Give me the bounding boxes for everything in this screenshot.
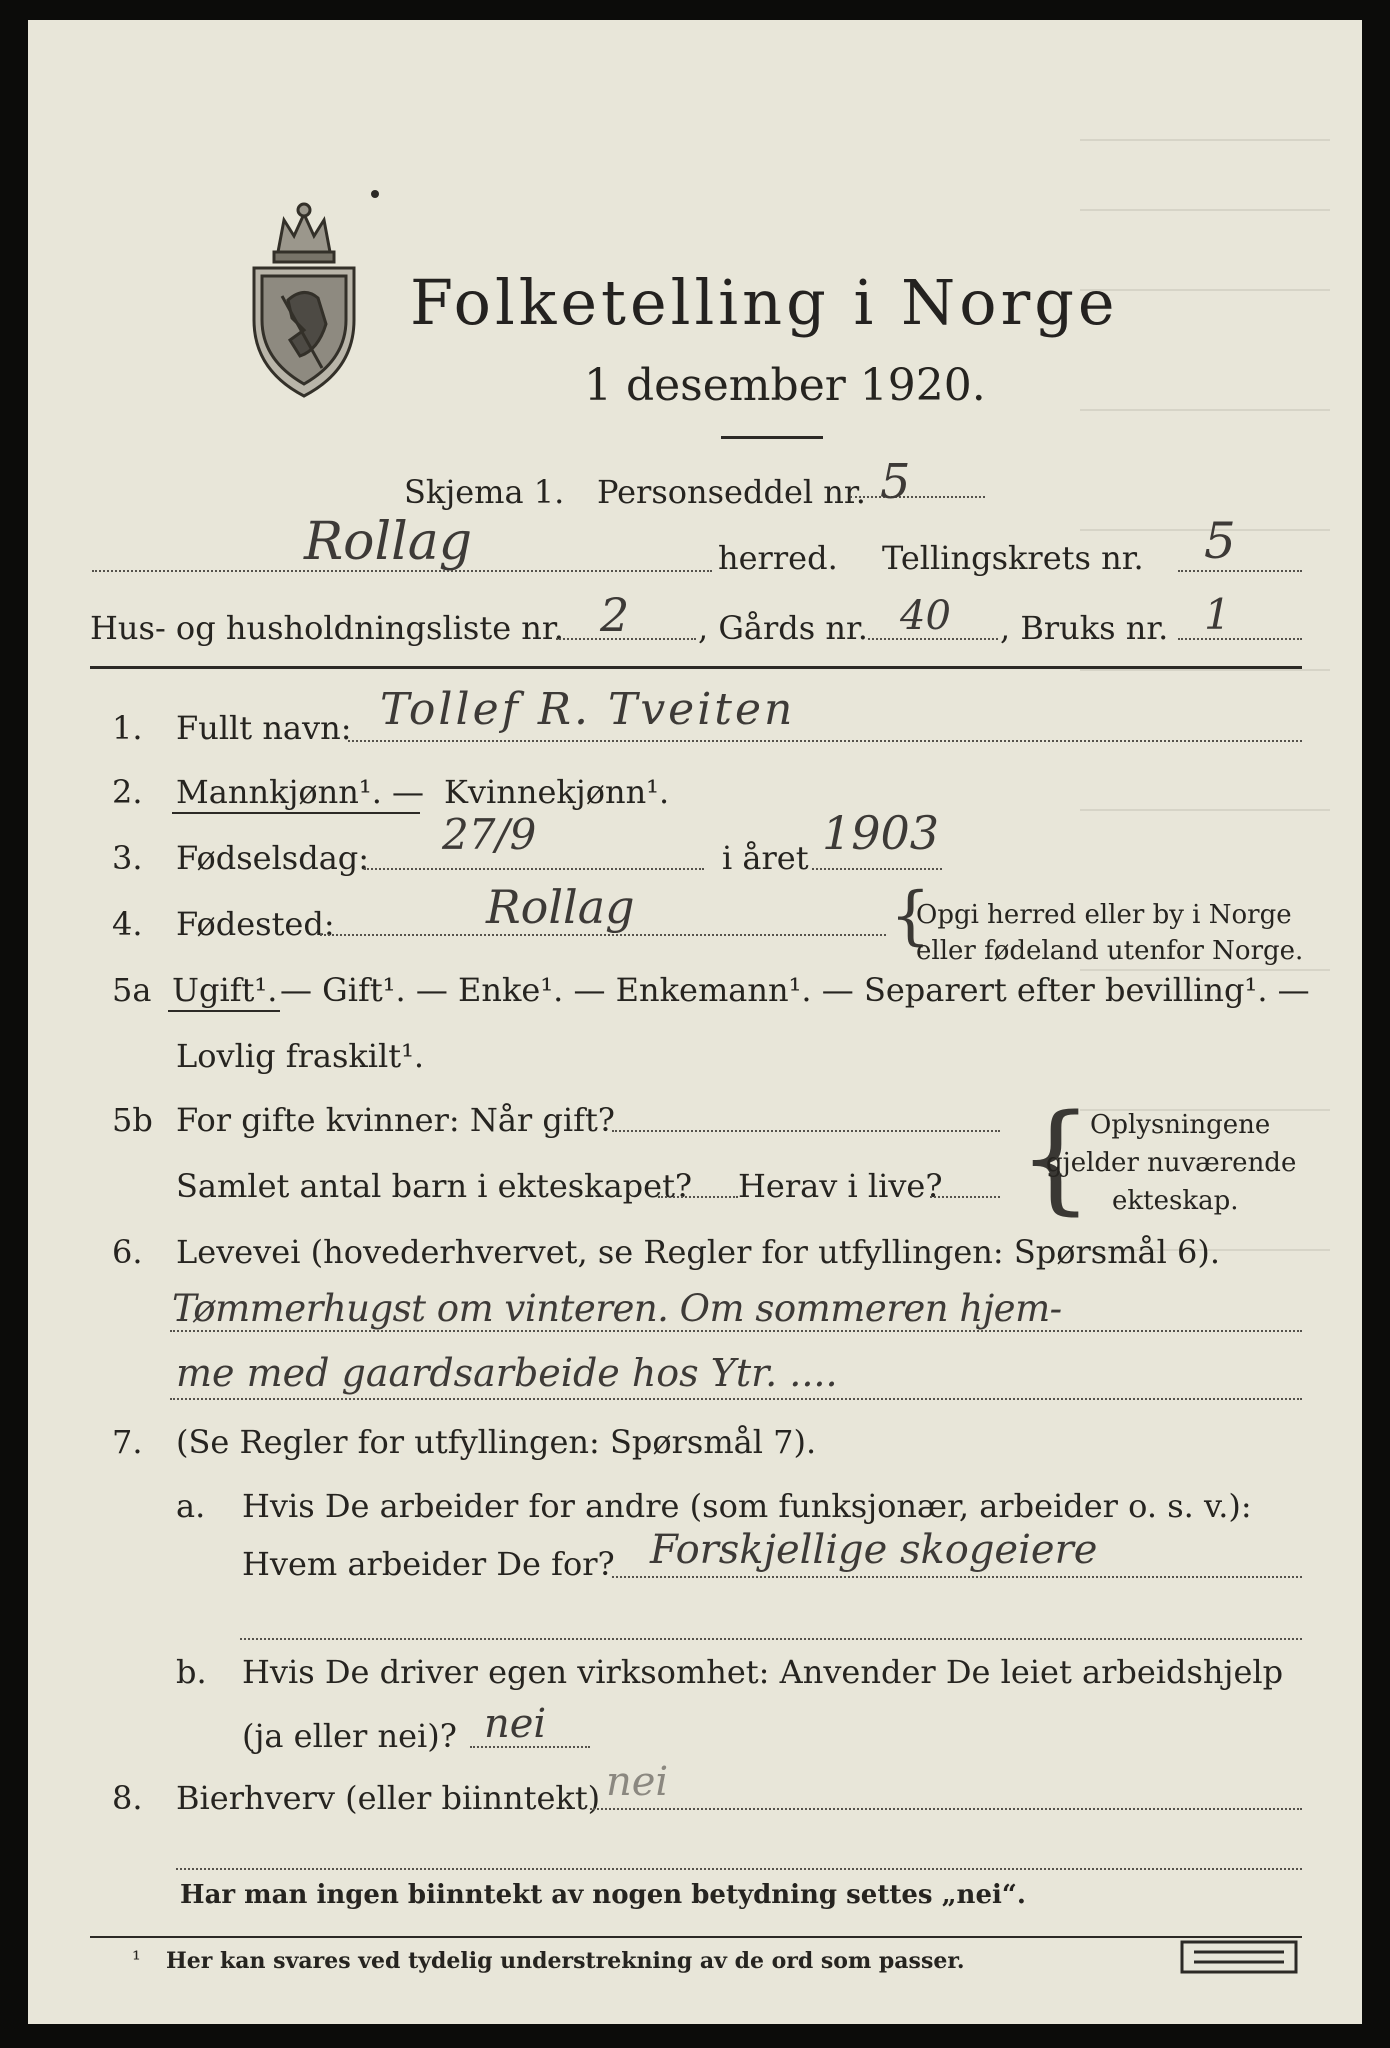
q6-answer-line2-text[interactable]: me med gaardsarbeide hos Ytr. .... <box>176 1351 838 1395</box>
q7-label: (Se Regler for utfyllingen: Spørsmål 7). <box>176 1423 817 1461</box>
q3-year-line <box>812 868 942 870</box>
q8-line1 <box>590 1808 1302 1810</box>
printer-stamp-icon <box>1180 1940 1298 1974</box>
q2-number: 2. <box>112 773 143 811</box>
q1-full-name[interactable]: Tollef R. Tveiten <box>380 684 796 735</box>
q3-year-label: i året <box>722 839 809 877</box>
q5b-note-line3: ekteskap. <box>1112 1186 1239 1216</box>
q5a-other-options: — Gift¹. — Enke¹. — Enkemann¹. — Separert efter bevilling¹. — <box>280 971 1310 1009</box>
tellingskrets-value[interactable]: 5 <box>1204 512 1236 570</box>
q7b-answer[interactable]: nei <box>484 1701 547 1747</box>
tellingskrets-label: Tellingskrets nr. <box>882 539 1144 577</box>
q5a-line2: Lovlig fraskilt¹. <box>176 1037 425 1075</box>
q5b-label2: Samlet antal barn i ekteskapet? <box>176 1167 693 1205</box>
q5b-number: 5b <box>112 1101 153 1139</box>
q5a-ugift: Ugift¹. <box>172 971 278 1009</box>
q8-line2 <box>176 1868 1302 1870</box>
q7b-letter: b. <box>176 1653 207 1691</box>
footnote-mark: ¹ <box>132 1948 141 1973</box>
q7-number: 7. <box>112 1423 143 1461</box>
q7b-text: Hvis De driver egen virksomhet: Anvender De leiet arbeidshjelp <box>242 1653 1284 1691</box>
q5b-note-brace: { <box>1018 1088 1094 1226</box>
q5b-note-line2: gjelder nuværende <box>1046 1148 1297 1178</box>
norwegian-coat-of-arms-icon <box>248 200 360 400</box>
q3-line <box>364 868 704 870</box>
personseddel-value[interactable]: 5 <box>880 454 911 510</box>
q4-note-line2: eller fødeland utenfor Norge. <box>916 936 1304 966</box>
q6-number: 6. <box>112 1233 143 1271</box>
q4-note-brace: { <box>890 879 931 953</box>
q3-number: 3. <box>112 839 143 877</box>
herred-label: herred. <box>718 539 838 577</box>
title-divider <box>721 436 823 439</box>
q6-answer-line2 <box>170 1398 1302 1400</box>
q7b-question: (ja eller nei)? <box>242 1717 457 1755</box>
ink-dot <box>371 190 379 198</box>
footnote-text: Her kan svares ved tydelig understrekning av de ord som passer. <box>166 1948 965 1974</box>
personseddel-line <box>850 496 985 498</box>
q7a-line2 <box>240 1638 1302 1640</box>
q7a-question: Hvem arbeider De for? <box>242 1545 615 1583</box>
q2-male-underline <box>172 812 420 814</box>
q7a-answer[interactable]: Forskjellige skogeiere <box>650 1527 1098 1573</box>
q8-number: 8. <box>112 1779 143 1817</box>
q4-line <box>320 934 886 936</box>
q5b-line3 <box>930 1196 1000 1198</box>
q3-birth-year[interactable]: 1903 <box>822 806 940 860</box>
q5a-number: 5a <box>112 971 152 1009</box>
q5b-line1 <box>612 1130 1000 1132</box>
page-title: Folketelling i Norge <box>410 266 1119 339</box>
q4-label: Fødested: <box>176 905 335 943</box>
q2-male: Mannkjønn¹. <box>176 773 382 811</box>
q4-number: 4. <box>112 905 143 943</box>
personseddel-label: Personseddel nr. <box>597 473 866 511</box>
q6-label: Levevei (hovederhvervet, se Regler for utfyllingen: Spørsmål 6). <box>176 1233 1221 1271</box>
tellingskrets-line <box>1178 570 1302 572</box>
q6-answer-line1 <box>170 1330 1302 1332</box>
q2-female: Kvinnekjønn¹. <box>444 773 670 811</box>
bruks-value[interactable]: 1 <box>1204 590 1231 639</box>
q5b-label3: Herav i live? <box>738 1167 943 1205</box>
q6-answer-line1-text[interactable]: Tømmerhugst om vinteren. Om sommeren hjem- <box>172 1287 1062 1330</box>
q1-number: 1. <box>112 709 143 747</box>
q8-label: Bierhverv (eller biinntekt) <box>176 1779 601 1817</box>
q5a-ugift-underline <box>168 1010 280 1012</box>
q7a-letter: a. <box>176 1487 206 1525</box>
q3-label: Fødselsdag: <box>176 839 370 877</box>
herred-value[interactable]: Rollag <box>304 512 473 572</box>
q3-birthday[interactable]: 27/9 <box>442 810 537 859</box>
q7a-text: Hvis De arbeider for andre (som funksjonær, arbeider o. s. v.): <box>242 1487 1252 1525</box>
q5b-label1: For gifte kvinner: Når gift? <box>176 1101 615 1139</box>
q5b-note-line1: Oplysningene <box>1090 1110 1271 1140</box>
hus-value[interactable]: 2 <box>600 588 630 642</box>
bruks-label: , Bruks nr. <box>1000 609 1169 647</box>
footnote-divider <box>90 1936 1302 1938</box>
gards-value[interactable]: 40 <box>900 593 951 639</box>
q1-label: Fullt navn: <box>176 709 352 747</box>
skjema-label: Skjema 1. <box>404 473 565 511</box>
q4-note-line1: Opgi herred eller by i Norge <box>916 900 1292 930</box>
q2-separator: — <box>392 773 424 811</box>
census-date: 1 desember 1920. <box>584 360 986 411</box>
bruks-line <box>1178 638 1302 640</box>
footer-note: Har man ingen biinntekt av nogen betydning settes „nei“. <box>180 1880 1026 1910</box>
hus-label: Hus- og husholdningsliste nr. <box>90 609 564 647</box>
gards-label: , Gårds nr. <box>698 609 868 647</box>
q4-birthplace[interactable]: Rollag <box>486 880 635 934</box>
q7a-line1 <box>612 1576 1302 1578</box>
q5b-line2 <box>658 1196 738 1198</box>
q1-line <box>348 740 1302 742</box>
header-divider <box>90 666 1302 669</box>
q8-answer[interactable]: nei <box>606 1759 669 1805</box>
